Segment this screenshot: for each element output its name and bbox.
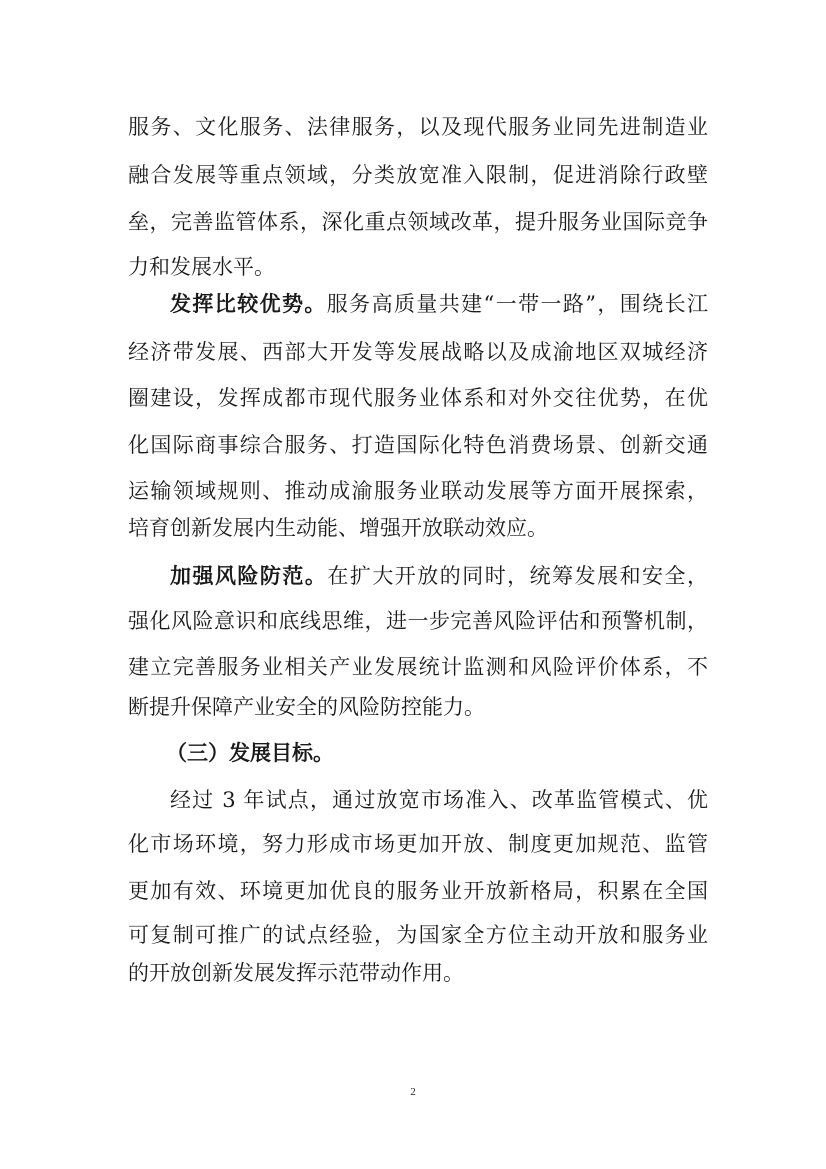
paragraph-2-line-6: 培育创新发展内生动能、增强开放联动效应。 (128, 516, 548, 540)
paragraph-2-line-1 (170, 289, 708, 319)
paragraph-3-line-1 (170, 561, 708, 591)
paragraph-3-line-2: 强化风险意识和底线思维，进一步完善风险评估和预警机制， (128, 609, 708, 633)
section-heading: （三）发展目标。 (166, 741, 334, 765)
page-number: 2 (410, 1086, 416, 1098)
paragraph-4-line-5: 的开放创新发展发挥示范带动作用。 (128, 961, 464, 985)
paragraph-4-line-3: 更加有效、环境更加优良的服务业开放新格局，积累在全国 (128, 879, 708, 903)
paragraph-1-line-1: 服务、文化服务、法律服务，以及现代服务业同先进制造业 (128, 115, 708, 139)
paragraph-3-lead: 加强风险防范。 (170, 564, 328, 588)
paragraph-2-line-2: 经济带发展、西部大开发等发展战略以及成渝地区双城经济 (128, 340, 708, 364)
paragraph-4-line-1: 经过 3 年试点，通过放宽市场准入、改革监管模式、优 (170, 788, 708, 812)
paragraph-2-line-3: 圈建设，发挥成都市现代服务业体系和对外交往优势，在优 (128, 386, 708, 410)
paragraph-2-lead: 发挥比较优势。 (170, 292, 327, 316)
paragraph-1-line-3: 垒，完善监管体系，深化重点领域改革，提升服务业国际竞争 (128, 210, 708, 234)
paragraph-1-line-2: 融合发展等重点领域，分类放宽准入限制，促进消除行政壁 (128, 163, 708, 187)
paragraph-2-line-5: 运输领域规则、推动成渝服务业联动发展等方面开展探索， (128, 479, 708, 503)
paragraph-2-line-1-text: 服务高质量共建“一带一路”，围绕长江 (326, 292, 708, 316)
paragraph-2-line-4: 化国际商事综合服务、打造国际化特色消费场景、创新交通 (128, 433, 708, 457)
paragraph-4-line-2: 化市场环境，努力形成市场更加开放、制度更加规范、监管 (128, 832, 708, 856)
paragraph-3-line-1-text: 在扩大开放的同时，统筹发展和安全， (327, 564, 709, 588)
paragraph-1-line-4: 力和发展水平。 (128, 255, 275, 279)
paragraph-4-line-4: 可复制可推广的试点经验，为国家全方位主动开放和服务业 (128, 923, 708, 947)
paragraph-3-line-3: 建立完善服务业相关产业发展统计监测和风险评价体系，不 (128, 655, 708, 679)
paragraph-3-line-4: 断提升保障产业安全的风险防控能力。 (128, 695, 485, 719)
